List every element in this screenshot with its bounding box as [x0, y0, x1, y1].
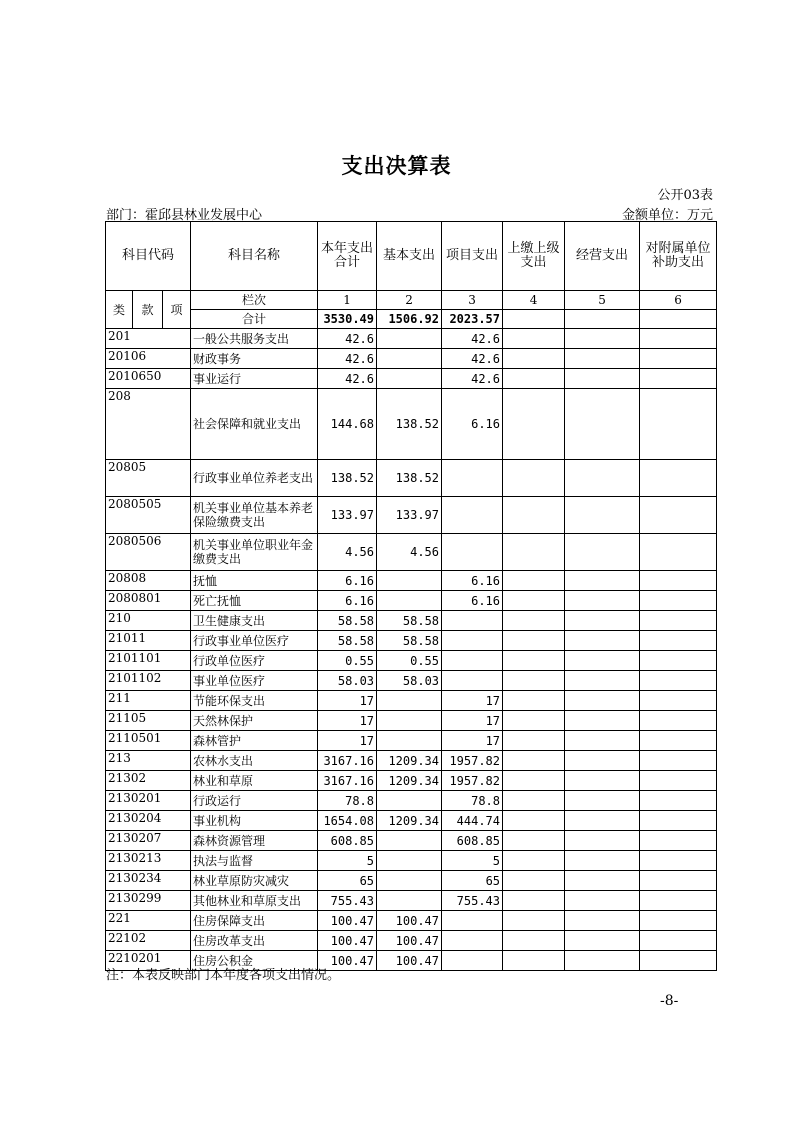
row-remit — [503, 329, 565, 349]
row-subsidy — [640, 951, 717, 971]
table-row — [106, 751, 717, 771]
row-code: 20106 — [106, 349, 191, 369]
table-row — [106, 711, 717, 731]
row-subsidy — [640, 711, 717, 731]
row-business — [565, 651, 640, 671]
row-code: 2080801 — [106, 591, 191, 611]
row-basic — [377, 711, 442, 731]
row-code: 21011 — [106, 631, 191, 651]
header-project: 项目支出 — [442, 222, 503, 291]
row-project: 444.74 — [442, 811, 503, 831]
row-total: 5 — [318, 851, 377, 871]
row-basic — [377, 691, 442, 711]
row-project: 42.6 — [442, 369, 503, 389]
row-basic: 1209.34 — [377, 811, 442, 831]
row-code: 2080505 — [106, 497, 191, 534]
row-total: 3167.16 — [318, 751, 377, 771]
table-row — [106, 534, 717, 571]
row-remit — [503, 891, 565, 911]
row-name: 机关事业单位职业年金缴费支出 — [191, 534, 318, 571]
row-code: 213 — [106, 751, 191, 771]
row-project: 5 — [442, 851, 503, 871]
row-remit — [503, 791, 565, 811]
header-remit: 上缴上级支出 — [503, 222, 565, 291]
row-total: 58.58 — [318, 611, 377, 631]
page-number: -8- — [660, 993, 679, 1009]
row-business — [565, 534, 640, 571]
row-remit — [503, 460, 565, 497]
table-row — [106, 611, 717, 631]
row-total: 144.68 — [318, 389, 377, 460]
table-row — [106, 631, 717, 651]
row-subsidy — [640, 611, 717, 631]
row-total: 17 — [318, 731, 377, 751]
row-remit — [503, 651, 565, 671]
row-code: 2110501 — [106, 731, 191, 751]
row-name: 事业单位医疗 — [191, 671, 318, 691]
col-number-3: 3 — [442, 291, 503, 310]
row-name: 住房保障支出 — [191, 911, 318, 931]
row-total: 65 — [318, 871, 377, 891]
totals-row — [106, 310, 717, 329]
row-remit — [503, 731, 565, 751]
totals-label: 合计 — [191, 310, 318, 329]
row-business — [565, 791, 640, 811]
table-row — [106, 791, 717, 811]
row-code: 221 — [106, 911, 191, 931]
totals-basic: 1506.92 — [377, 310, 442, 329]
row-code: 2010650 — [106, 369, 191, 389]
row-code: 2130204 — [106, 811, 191, 831]
row-basic: 133.97 — [377, 497, 442, 534]
row-remit — [503, 349, 565, 369]
row-code: 2101102 — [106, 671, 191, 691]
row-subsidy — [640, 871, 717, 891]
row-basic — [377, 831, 442, 851]
row-code: 22102 — [106, 931, 191, 951]
row-project: 6.16 — [442, 571, 503, 591]
row-name: 林业和草原 — [191, 771, 318, 791]
row-basic — [377, 871, 442, 891]
row-project: 78.8 — [442, 791, 503, 811]
row-basic: 100.47 — [377, 931, 442, 951]
row-project: 1957.82 — [442, 771, 503, 791]
row-total: 755.43 — [318, 891, 377, 911]
row-basic — [377, 571, 442, 591]
row-total: 4.56 — [318, 534, 377, 571]
row-basic — [377, 591, 442, 611]
table-row — [106, 851, 717, 871]
row-business — [565, 591, 640, 611]
row-basic: 4.56 — [377, 534, 442, 571]
row-business — [565, 349, 640, 369]
row-business — [565, 671, 640, 691]
row-code: 201 — [106, 329, 191, 349]
row-total: 100.47 — [318, 911, 377, 931]
row-remit — [503, 751, 565, 771]
row-subsidy — [640, 831, 717, 851]
row-project — [442, 534, 503, 571]
row-business — [565, 911, 640, 931]
table-row — [106, 771, 717, 791]
row-subsidy — [640, 369, 717, 389]
row-basic — [377, 369, 442, 389]
row-project: 42.6 — [442, 349, 503, 369]
row-name: 行政事业单位医疗 — [191, 631, 318, 651]
row-project: 6.16 — [442, 389, 503, 460]
row-business — [565, 891, 640, 911]
header-lanci: 栏次 — [191, 291, 318, 310]
row-code: 2210201 — [106, 951, 191, 971]
row-name: 住房改革支出 — [191, 931, 318, 951]
row-basic — [377, 791, 442, 811]
row-name: 死亡抚恤 — [191, 591, 318, 611]
row-business — [565, 731, 640, 751]
row-name: 林业草原防灾减灾 — [191, 871, 318, 891]
row-business — [565, 951, 640, 971]
table-row — [106, 671, 717, 691]
row-project — [442, 631, 503, 651]
row-basic: 58.03 — [377, 671, 442, 691]
row-total: 17 — [318, 691, 377, 711]
row-name: 事业机构 — [191, 811, 318, 831]
row-project: 755.43 — [442, 891, 503, 911]
row-project: 1957.82 — [442, 751, 503, 771]
table-row — [106, 591, 717, 611]
row-total: 1654.08 — [318, 811, 377, 831]
row-basic — [377, 731, 442, 751]
row-subsidy — [640, 389, 717, 460]
row-total: 42.6 — [318, 349, 377, 369]
row-project — [442, 460, 503, 497]
row-basic — [377, 851, 442, 871]
row-basic: 1209.34 — [377, 771, 442, 791]
row-name: 其他林业和草原支出 — [191, 891, 318, 911]
row-total: 133.97 — [318, 497, 377, 534]
row-business — [565, 811, 640, 831]
row-business — [565, 831, 640, 851]
row-name: 财政事务 — [191, 349, 318, 369]
row-project — [442, 497, 503, 534]
row-project — [442, 671, 503, 691]
row-project: 65 — [442, 871, 503, 891]
row-remit — [503, 591, 565, 611]
row-code: 2130299 — [106, 891, 191, 911]
row-total: 608.85 — [318, 831, 377, 851]
table-row — [106, 911, 717, 931]
col-number-6: 6 — [640, 291, 717, 310]
row-subsidy — [640, 791, 717, 811]
row-subsidy — [640, 534, 717, 571]
row-basic: 100.47 — [377, 951, 442, 971]
row-remit — [503, 831, 565, 851]
row-business — [565, 389, 640, 460]
row-subsidy — [640, 771, 717, 791]
header-xiang: 项 — [163, 291, 191, 329]
table-row — [106, 369, 717, 389]
row-code: 20808 — [106, 571, 191, 591]
row-project: 6.16 — [442, 591, 503, 611]
footnote: 注：本表反映部门本年度各项支出情况。 — [106, 968, 341, 983]
row-business — [565, 751, 640, 771]
row-remit — [503, 871, 565, 891]
table-row — [106, 691, 717, 711]
row-code: 21105 — [106, 711, 191, 731]
table-row — [106, 831, 717, 851]
row-total: 78.8 — [318, 791, 377, 811]
column-number-row — [106, 291, 717, 310]
row-subsidy — [640, 651, 717, 671]
table-row — [106, 329, 717, 349]
row-name: 天然林保护 — [191, 711, 318, 731]
expenditure-table — [105, 221, 717, 971]
row-basic: 100.47 — [377, 911, 442, 931]
totals-total: 3530.49 — [318, 310, 377, 329]
row-code: 210 — [106, 611, 191, 631]
col-number-1: 1 — [318, 291, 377, 310]
row-subsidy — [640, 731, 717, 751]
row-name: 森林管护 — [191, 731, 318, 751]
row-total: 3167.16 — [318, 771, 377, 791]
row-name: 行政事业单位养老支出 — [191, 460, 318, 497]
row-business — [565, 497, 640, 534]
table-row — [106, 931, 717, 951]
row-subsidy — [640, 571, 717, 591]
col-number-2: 2 — [377, 291, 442, 310]
row-total: 100.47 — [318, 951, 377, 971]
header-basic: 基本支出 — [377, 222, 442, 291]
row-remit — [503, 951, 565, 971]
header-row — [106, 222, 717, 291]
row-basic — [377, 891, 442, 911]
table-row — [106, 811, 717, 831]
row-name: 执法与监督 — [191, 851, 318, 871]
table-row — [106, 497, 717, 534]
row-business — [565, 329, 640, 349]
row-code: 2101101 — [106, 651, 191, 671]
row-name: 节能环保支出 — [191, 691, 318, 711]
row-business — [565, 851, 640, 871]
header-kuan: 款 — [133, 291, 163, 329]
row-remit — [503, 771, 565, 791]
row-subsidy — [640, 891, 717, 911]
row-name: 机关事业单位基本养老保险缴费支出 — [191, 497, 318, 534]
table-row — [106, 349, 717, 369]
row-project: 608.85 — [442, 831, 503, 851]
row-name: 农林水支出 — [191, 751, 318, 771]
row-subsidy — [640, 931, 717, 951]
row-business — [565, 631, 640, 651]
row-project: 17 — [442, 711, 503, 731]
row-project — [442, 931, 503, 951]
header-business: 经营支出 — [565, 222, 640, 291]
row-subsidy — [640, 911, 717, 931]
row-business — [565, 711, 640, 731]
row-name: 事业运行 — [191, 369, 318, 389]
row-remit — [503, 631, 565, 651]
row-remit — [503, 851, 565, 871]
row-total: 42.6 — [318, 369, 377, 389]
row-total: 6.16 — [318, 591, 377, 611]
row-code: 2130207 — [106, 831, 191, 851]
row-basic: 0.55 — [377, 651, 442, 671]
header-lei: 类 — [106, 291, 133, 329]
row-remit — [503, 571, 565, 591]
row-subsidy — [640, 691, 717, 711]
row-subsidy — [640, 811, 717, 831]
row-project: 17 — [442, 691, 503, 711]
row-subsidy — [640, 497, 717, 534]
form-number: 公开03表 — [657, 188, 713, 203]
row-subsidy — [640, 851, 717, 871]
row-remit — [503, 691, 565, 711]
row-basic: 1209.34 — [377, 751, 442, 771]
row-code: 211 — [106, 691, 191, 711]
row-remit — [503, 671, 565, 691]
row-name: 森林资源管理 — [191, 831, 318, 851]
row-name: 住房公积金 — [191, 951, 318, 971]
row-business — [565, 369, 640, 389]
row-project: 42.6 — [442, 329, 503, 349]
row-total: 138.52 — [318, 460, 377, 497]
table-row — [106, 651, 717, 671]
row-project: 17 — [442, 731, 503, 751]
row-subsidy — [640, 751, 717, 771]
row-business — [565, 871, 640, 891]
row-subsidy — [640, 591, 717, 611]
row-code: 208 — [106, 389, 191, 460]
table-row — [106, 891, 717, 911]
row-remit — [503, 611, 565, 631]
header-code: 科目代码 — [106, 222, 191, 291]
col-number-4: 4 — [503, 291, 565, 310]
row-name: 一般公共服务支出 — [191, 329, 318, 349]
row-business — [565, 691, 640, 711]
row-name: 卫生健康支出 — [191, 611, 318, 631]
row-remit — [503, 369, 565, 389]
row-remit — [503, 931, 565, 951]
row-name: 行政运行 — [191, 791, 318, 811]
row-remit — [503, 911, 565, 931]
row-code: 20805 — [106, 460, 191, 497]
col-number-5: 5 — [565, 291, 640, 310]
row-subsidy — [640, 349, 717, 369]
row-subsidy — [640, 460, 717, 497]
row-code: 2130213 — [106, 851, 191, 871]
table-row — [106, 460, 717, 497]
row-basic: 138.52 — [377, 389, 442, 460]
table-row — [106, 871, 717, 891]
row-subsidy — [640, 671, 717, 691]
row-remit — [503, 811, 565, 831]
table-row — [106, 571, 717, 591]
row-code: 2130234 — [106, 871, 191, 891]
table-row — [106, 731, 717, 751]
row-project — [442, 911, 503, 931]
row-name: 抚恤 — [191, 571, 318, 591]
row-business — [565, 460, 640, 497]
header-subsidy: 对附属单位补助支出 — [640, 222, 717, 291]
unit-label: 金额单位：万元 — [621, 208, 713, 223]
row-subsidy — [640, 631, 717, 651]
row-total: 42.6 — [318, 329, 377, 349]
row-total: 0.55 — [318, 651, 377, 671]
row-basic: 58.58 — [377, 611, 442, 631]
row-code: 2130201 — [106, 791, 191, 811]
row-business — [565, 771, 640, 791]
row-name: 社会保障和就业支出 — [191, 389, 318, 460]
row-total: 17 — [318, 711, 377, 731]
row-name: 行政单位医疗 — [191, 651, 318, 671]
row-basic — [377, 329, 442, 349]
row-total: 58.58 — [318, 631, 377, 651]
header-total: 本年支出合计 — [318, 222, 377, 291]
page-title: 支出决算表 — [341, 154, 452, 178]
row-project — [442, 951, 503, 971]
row-project — [442, 651, 503, 671]
row-basic: 58.58 — [377, 631, 442, 651]
header-name: 科目名称 — [191, 222, 318, 291]
row-business — [565, 611, 640, 631]
row-business — [565, 931, 640, 951]
totals-project: 2023.57 — [442, 310, 503, 329]
row-business — [565, 571, 640, 591]
row-code: 21302 — [106, 771, 191, 791]
department-label: 部门：霍邱县林业发展中心 — [106, 208, 263, 223]
row-subsidy — [640, 329, 717, 349]
row-remit — [503, 497, 565, 534]
row-basic: 138.52 — [377, 460, 442, 497]
row-total: 6.16 — [318, 571, 377, 591]
table-row — [106, 389, 717, 460]
row-total: 100.47 — [318, 931, 377, 951]
row-basic — [377, 349, 442, 369]
row-remit — [503, 711, 565, 731]
row-remit — [503, 534, 565, 571]
row-project — [442, 611, 503, 631]
row-remit — [503, 389, 565, 460]
row-code: 2080506 — [106, 534, 191, 571]
row-total: 58.03 — [318, 671, 377, 691]
